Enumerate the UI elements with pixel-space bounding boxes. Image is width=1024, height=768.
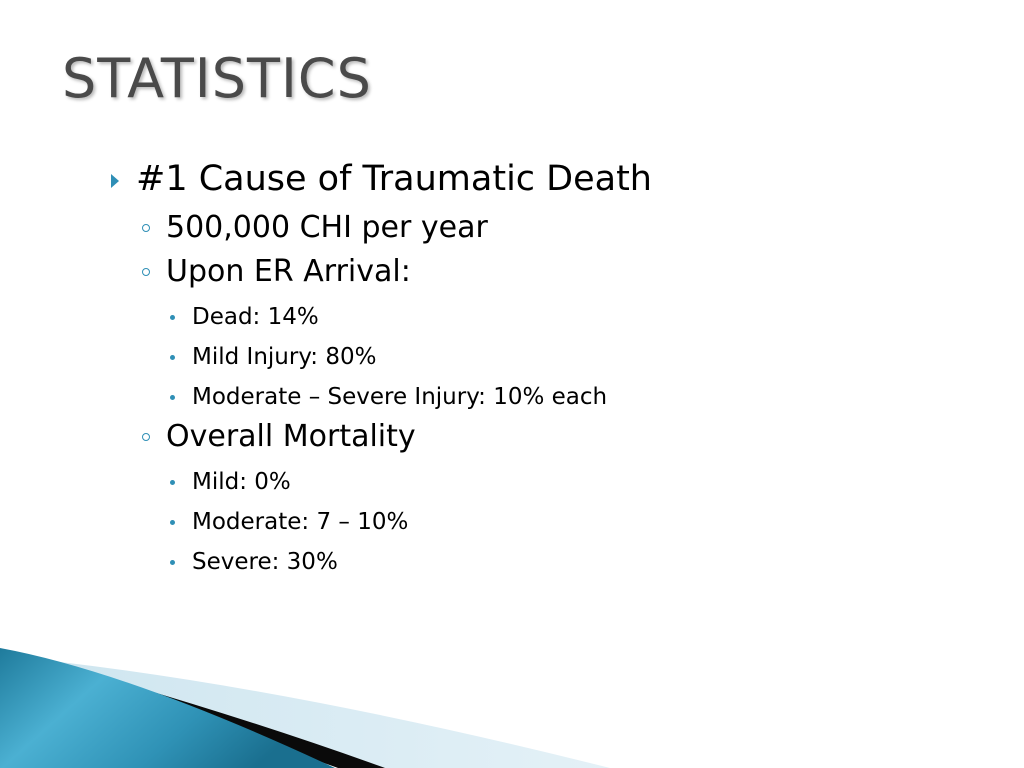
bullet-text-level2: 500,000 CHI per year [166, 210, 488, 245]
bullet-text-level3: Moderate – Severe Injury: 10% each [192, 384, 608, 410]
bullet-text-level1: #1 Cause of Traumatic Death [136, 159, 652, 199]
bullet-text-level3: Dead: 14% [192, 304, 319, 330]
slide-title: STATISTICS [62, 47, 372, 110]
bullet-text-level3: Moderate: 7 – 10% [192, 509, 409, 535]
bullet-text-level2: Overall Mortality [166, 419, 416, 454]
bullet-text-level3: Mild: 0% [192, 469, 291, 495]
bullet-text-level2: Upon ER Arrival: [166, 254, 411, 289]
bullet-text-level3: Severe: 30% [192, 549, 338, 575]
bullet-text-level3: Mild Injury: 80% [192, 344, 377, 370]
